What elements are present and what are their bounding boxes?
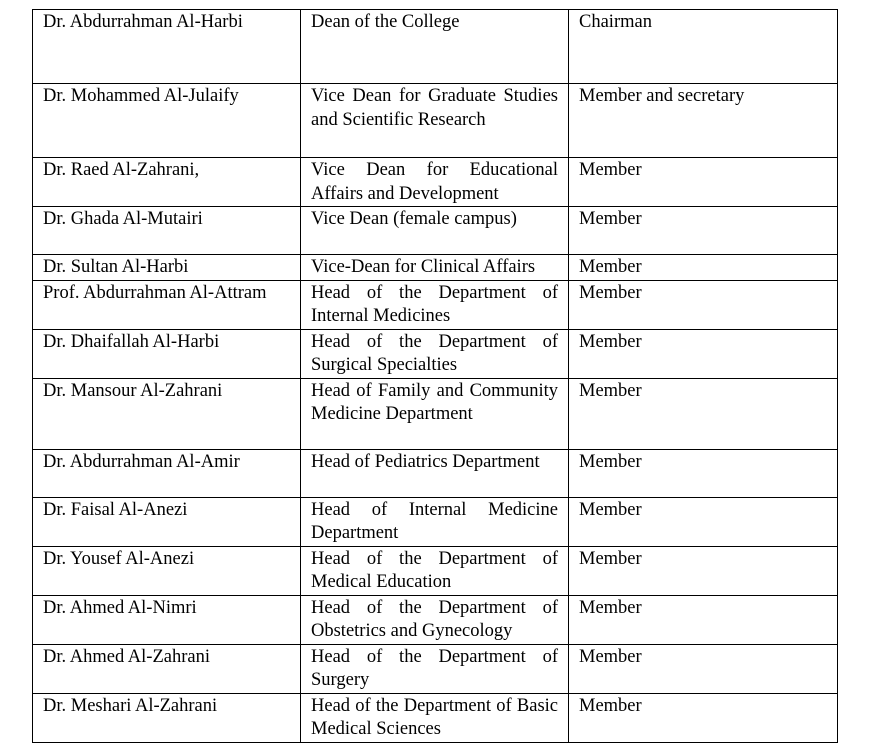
member-role-cell: Member	[569, 329, 838, 378]
table-row	[33, 84, 838, 158]
member-position-cell: Vice-Dean for Clinical Affairs	[301, 255, 569, 281]
member-role-cell: Member	[569, 693, 838, 742]
member-name-cell: Dr. Abdurrahman Al-Amir	[33, 449, 301, 497]
member-role-cell: Member	[569, 595, 838, 644]
member-name-cell: Dr. Dhaifallah Al-Harbi	[33, 329, 301, 378]
member-name-cell: Prof. Abdurrahman Al-Attram	[33, 280, 301, 329]
member-role-cell: Member	[569, 378, 838, 449]
table-row	[33, 207, 838, 255]
member-name-cell: Dr. Yousef Al-Anezi	[33, 546, 301, 595]
member-name-cell: Dr. Mohammed Al-Julaify	[33, 84, 301, 158]
committee-members-table	[32, 9, 838, 743]
table-row	[33, 546, 838, 595]
table-row	[33, 10, 838, 84]
member-role-cell: Chairman	[569, 10, 838, 84]
member-position-cell: Head of the Department of Medical Education	[301, 546, 569, 595]
member-position-cell: Head of the Department of Basic Medical Sciences	[301, 693, 569, 742]
table-row	[33, 644, 838, 693]
table-row	[33, 595, 838, 644]
member-role-cell: Member	[569, 644, 838, 693]
member-name-cell: Dr. Ahmed Al-Nimri	[33, 595, 301, 644]
member-role-cell: Member	[569, 207, 838, 255]
table-row	[33, 329, 838, 378]
member-role-cell: Member	[569, 158, 838, 207]
table-row	[33, 693, 838, 742]
table-row	[33, 449, 838, 497]
member-position-cell: Head of Internal Medicine Department	[301, 497, 569, 546]
member-position-cell: Head of the Department of Internal Medicines	[301, 280, 569, 329]
member-name-cell: Dr. Abdurrahman Al-Harbi	[33, 10, 301, 84]
member-name-cell: Dr. Meshari Al-Zahrani	[33, 693, 301, 742]
member-position-cell: Dean of the College	[301, 10, 569, 84]
member-position-cell: Head of the Department of Obstetrics and Gynecology	[301, 595, 569, 644]
member-position-cell: Head of the Department of Surgical Specialties	[301, 329, 569, 378]
member-position-cell: Head of the Department of Surgery	[301, 644, 569, 693]
member-position-cell: Vice Dean (female campus)	[301, 207, 569, 255]
member-name-cell: Dr. Mansour Al-Zahrani	[33, 378, 301, 449]
member-position-cell: Head of Family and Community Medicine Department	[301, 378, 569, 449]
member-role-cell: Member	[569, 449, 838, 497]
table-row	[33, 497, 838, 546]
table-row	[33, 378, 838, 449]
table-row	[33, 158, 838, 207]
table-row	[33, 255, 838, 281]
member-role-cell: Member	[569, 546, 838, 595]
table-row	[33, 280, 838, 329]
member-name-cell: Dr. Raed Al-Zahrani,	[33, 158, 301, 207]
member-position-cell: Head of Pediatrics Department	[301, 449, 569, 497]
member-position-cell: Vice Dean for Educational Affairs and Development	[301, 158, 569, 207]
member-role-cell: Member	[569, 255, 838, 281]
member-role-cell: Member	[569, 497, 838, 546]
member-name-cell: Dr. Faisal Al-Anezi	[33, 497, 301, 546]
member-position-cell: Vice Dean for Graduate Studies and Scientific Research	[301, 84, 569, 158]
member-name-cell: Dr. Ghada Al-Mutairi	[33, 207, 301, 255]
member-role-cell: Member and secretary	[569, 84, 838, 158]
member-name-cell: Dr. Sultan Al-Harbi	[33, 255, 301, 281]
member-role-cell: Member	[569, 280, 838, 329]
member-name-cell: Dr. Ahmed Al-Zahrani	[33, 644, 301, 693]
